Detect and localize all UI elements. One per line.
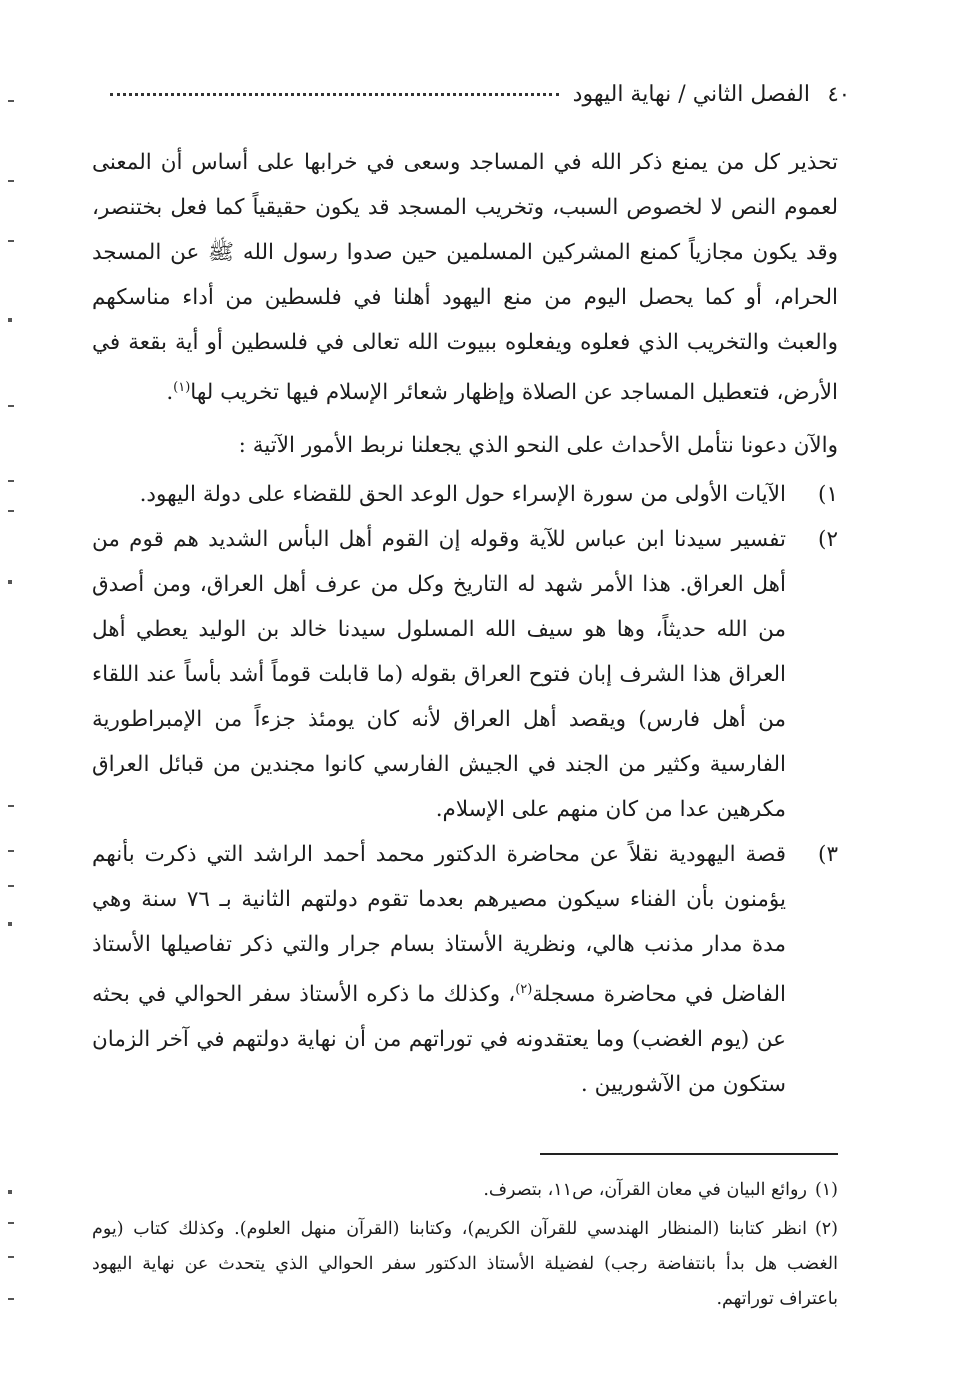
paragraph: تحذير كل من يمنع ذكر الله في المساجد وسعى في خرابها على أساس أن المعنى لعموم النص لا لخصوص السبب، وتخريب المسجد قد يكون حقيقياً كما فعل بختنصر، وقد يكون مجازياً كمنع المشركين المسلمين حين صدوا رسول الله ﷺ عن المسجد الحرام، أو كما يحصل اليوم من منع اليهود أهلنا في فلسطين من أداء مناسكهم والعبث والتخريب الذي فعلوه ويفعلوه ببيوت الله تعالى في فلسطين أو أية بقعة في الأرض، فتعطيل المساجد عن الصلاة وإظهار شعائر الإسلام فيها تخريب لها$^{(١)}$. xyxy=(92,150,838,406)
footnote-text: انظر كتابنا (المنظار الهندسي للقرآن الكريم)، وكتابنا (القرآن منهل العلوم). وكذلك كتاب (يوم الغضب هل بدأ بانتفاضة رجب) لفضيلة الأستاذ الدكتور سفر الحوالي الذي يتحدث عن نهاية اليهود باعتراف توراتهم. xyxy=(92,1219,838,1310)
chapter-title: الفصل الثاني / نهاية اليهود xyxy=(572,81,810,107)
footnote xyxy=(92,1212,838,1317)
list-item-number: ٢) xyxy=(818,527,838,553)
list-item xyxy=(92,472,838,517)
numbered-list xyxy=(92,472,838,1107)
footnote-number: (١) xyxy=(814,1180,838,1201)
footnote-number: (٢) xyxy=(814,1219,838,1240)
footnote-text: روائع البيان في معان القرآن، ص١١، بتصرف. xyxy=(483,1180,807,1201)
page-number: ٤٠ xyxy=(827,82,850,106)
book-page xyxy=(92,70,850,1321)
main-text xyxy=(92,140,838,1107)
footnotes xyxy=(92,1173,838,1317)
list-item-text: تفسير سيدنا ابن عباس للآية وقوله إن القوم أهل البأس الشديد هم قوم من أهل العراق. هذا الأمر شهد له التاريخ وكل من عرف أهل العراق، ومن أصدق من الله حديثاً، وها هو سيف الله المسلول سيدنا خالد بن الوليد يعطي أهل العراق هذا الشرف إبان فتوح العراق بقوله (ما قابلت قوماً أشد بأساً عند اللقاء من أهل فارس) ويقصد أهل العراق لأنه كان يومئذ جزءاً من الإمبراطورية الفارسية وكثير من الجند في الجيش الفارسي كانوا مجندين من قبائل العراق مكرهين عدا من كان منهم على الإسلام. xyxy=(92,527,786,823)
list-item-text: الآيات الأولى من سورة الإسراء حول الوعد الحق للقضاء على دولة اليهود. xyxy=(139,482,786,508)
footnote-reference: (٢) xyxy=(515,982,533,998)
list-item-number: ٣) xyxy=(818,842,838,868)
header-leader-dashes xyxy=(110,93,559,96)
list-item-text: قصة اليهودية نقلاً عن محاضرة الدكتور محمد أحمد الراشد التي ذكرت بأنهم يؤمنون بأن الفناء سيكون مصيرهم بعدما تقوم دولتهم الثانية بـ ٧٦ سنة وهي مدة مدار مذنب هالي، ونظرية الأستاذ بسام جرار والتي ذكر تفاصيلها الأستاذ الفاضل في محاضرة مسجلة xyxy=(92,842,787,1008)
list-item-text-continued: ، وكذلك ما ذكره الأستاذ سفر الحوالي في بحثه عن (يوم الغضب) وما يعتقدونه في توراتهم من أن نهاية دولتهم في آخر الزمان ستكون من الآشوريين . xyxy=(92,982,786,1098)
list-item xyxy=(92,832,838,1107)
list-item-number: ١) xyxy=(818,482,838,508)
footnote-reference: (١) xyxy=(173,380,191,395)
running-header xyxy=(92,70,850,118)
footnote-separator xyxy=(540,1153,838,1155)
paragraph: والآن دعونا نتأمل الأحداث على النحو الذي يجعلنا نربط الأمور الآتية : xyxy=(238,433,838,459)
footnote xyxy=(92,1173,838,1208)
list-item xyxy=(92,517,838,832)
